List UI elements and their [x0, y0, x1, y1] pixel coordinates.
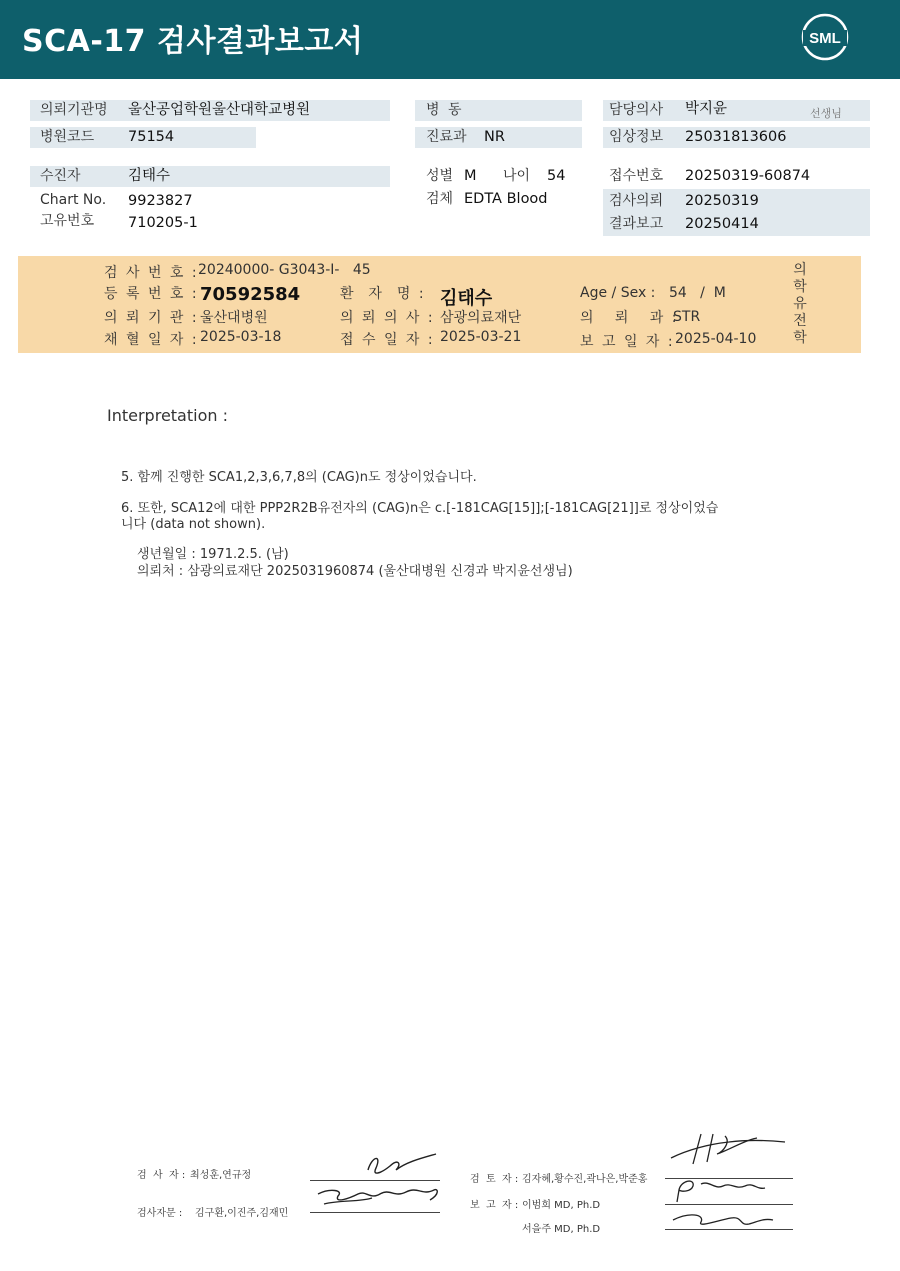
patient-label: 수진자 [40, 168, 81, 184]
reviewer-signature [665, 1128, 795, 1233]
reviewer-value: 김자혜,황수진,곽나은,박준홍 [522, 1174, 648, 1185]
result-item-6-line1: 6. 또한, SCA12에 대한 PPP2R2B유전자의 (CAG)n은 c.[-181CAG[15]];[-181CAG[21]]로 정상이었습 [121, 501, 719, 516]
examiner-value: 최성훈,연규정 [190, 1170, 252, 1181]
hospital-code-value: 75154 [128, 129, 175, 145]
unique-no-label: 고유번호 [40, 213, 95, 229]
doctor-label: 담당의사 [609, 102, 664, 118]
sex-label: 성별 [426, 168, 454, 184]
band-receive-value: 2025-03-21 [440, 329, 522, 345]
referrer-info: 의뢰처 : 삼광의료재단 2025031960874 (울산대병원 신경과 박지윤선생님) [137, 564, 573, 579]
band-reg-no-label: 등 록 번 호 : [104, 286, 199, 302]
clinical-label: 임상정보 [609, 129, 664, 145]
unique-no-value: 710205-1 [128, 215, 198, 231]
band-test-no-label: 검 사 번 호 : [104, 265, 199, 281]
band-age-sex-value: 54 / M [669, 285, 726, 301]
sex-value: M [464, 168, 477, 184]
band-report-label: 보 고 일 자 : [580, 334, 675, 350]
sml-logo [800, 12, 850, 62]
chart-no-value: 9923827 [128, 193, 193, 209]
side-char: 유 [793, 296, 807, 312]
reporter-label: 보 고 자 : [470, 1200, 519, 1211]
band-test-no-value: 20240000- G3043-I- 45 [198, 262, 371, 278]
clinical-value: 25031813606 [685, 129, 787, 145]
advisor-label: 검사자문 : [137, 1208, 183, 1219]
band-report-value: 2025-04-10 [675, 331, 757, 347]
band-receive-label: 접 수 일 자 : [340, 332, 435, 348]
reviewer-label: 검 토 자 : [470, 1174, 519, 1185]
request-label: 검사의뢰 [609, 193, 664, 209]
band-collect-label: 채 혈 일 자 : [104, 332, 199, 348]
band-age-sex-label: Age / Sex : [580, 285, 656, 301]
result-item-5: 5. 함께 진행한 SCA1,2,3,6,7,8의 (CAG)n도 정상이었습니다. [121, 470, 477, 485]
dept-label: 진료과 [426, 129, 467, 145]
result-label: 결과보고 [609, 216, 664, 232]
side-char: 전 [793, 313, 807, 329]
reporter-value: 이범희 MD, Ph.D [522, 1200, 601, 1211]
svg-text:SML: SML [809, 30, 841, 47]
band-dept-label: 의 뢰 과 : [580, 310, 679, 326]
hospital-code-label: 병원코드 [40, 129, 95, 145]
band-patient-label: 환 자 명 : [340, 286, 426, 302]
band-side-text [792, 262, 808, 347]
request-value: 20250319 [685, 193, 759, 209]
specimen-label: 검체 [426, 191, 454, 207]
band-inst-label: 의 뢰 기 관 : [104, 310, 199, 326]
band-collect-value: 2025-03-18 [200, 329, 282, 345]
institution-label: 의뢰기관명 [40, 102, 108, 118]
side-char: 학 [793, 330, 807, 346]
doctor-suffix: 선생님 [810, 107, 842, 120]
age-value: 54 [547, 168, 566, 184]
result-item-6-line2: 니다 (data not shown). [121, 517, 266, 532]
band-dept-value: STR [673, 309, 701, 325]
birth-date: 생년월일 : 1971.2.5. (남) [137, 547, 289, 562]
examiner-signature [310, 1148, 450, 1223]
side-char: 학 [793, 279, 807, 295]
doctor-value: 박지윤 [685, 101, 728, 117]
age-label: 나이 [503, 168, 531, 184]
band-doctor-value: 삼광의료재단 [440, 310, 522, 326]
interpretation-heading: Interpretation : [107, 406, 228, 425]
receipt-value: 20250319-60874 [685, 168, 811, 184]
band-patient-value: 김태수 [440, 288, 493, 309]
examiner-label: 검 사 자 : [137, 1170, 186, 1181]
ward-label: 병 동 [426, 102, 464, 118]
patient-value: 김태수 [128, 168, 171, 184]
specimen-value: EDTA Blood [464, 191, 548, 207]
side-char: 의 [793, 262, 807, 278]
receipt-label: 접수번호 [609, 168, 664, 184]
band-doctor-label: 의 뢰 의 사 : [340, 310, 435, 326]
reporter2-value: 서을주 MD, Ph.D [522, 1224, 601, 1235]
patient-row-bg [30, 166, 390, 187]
chart-no-label: Chart No. [40, 192, 107, 208]
result-value: 20250414 [685, 216, 759, 232]
institution-value: 울산공업학원울산대학교병원 [128, 102, 311, 118]
dept-value: NR [484, 129, 505, 145]
advisor-value: 김구환,이진주,김재민 [195, 1208, 289, 1219]
page-title: SCA-17 검사결과보고서 [22, 24, 364, 59]
band-inst-value: 울산대병원 [200, 310, 268, 326]
band-reg-no-value: 70592584 [200, 284, 301, 305]
